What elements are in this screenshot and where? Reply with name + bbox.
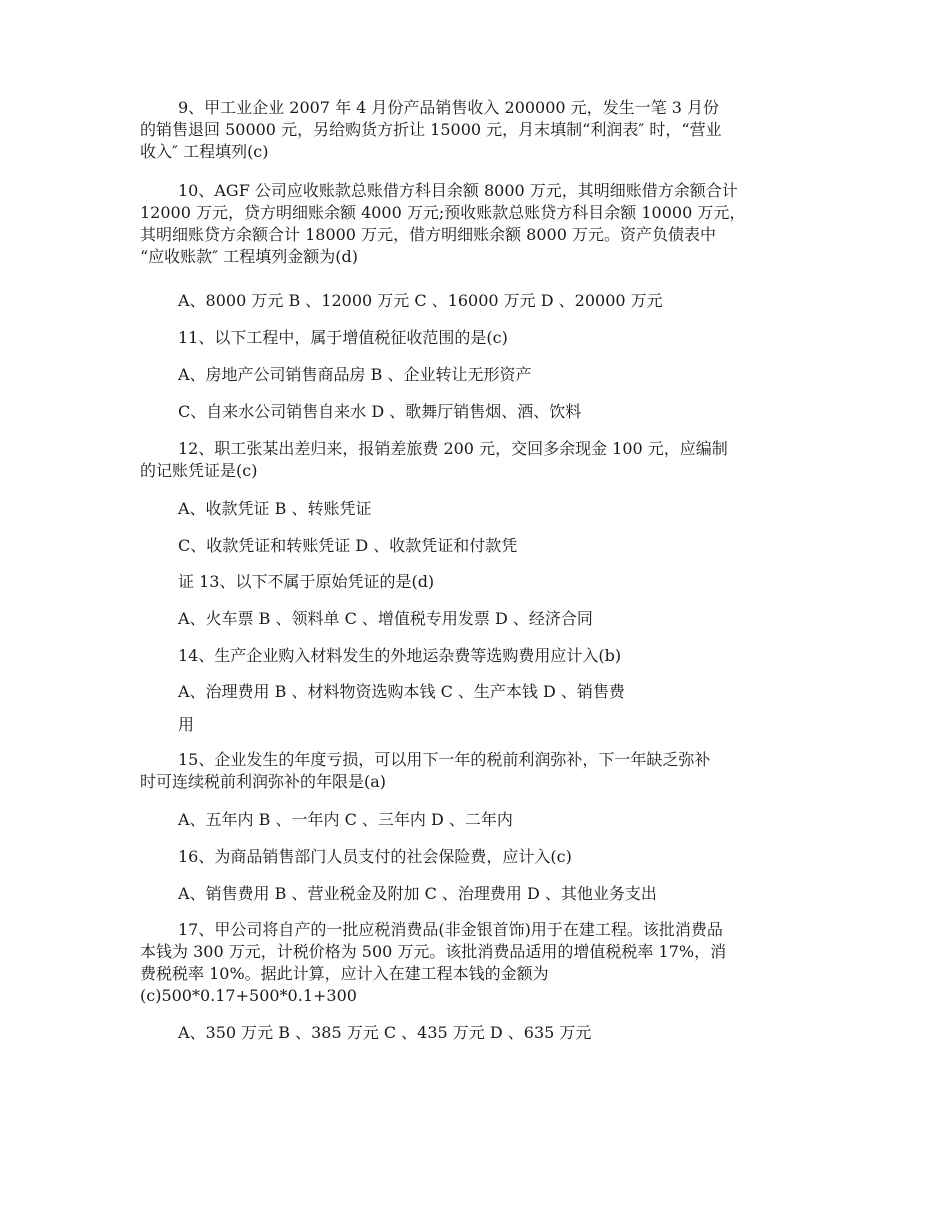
text-line: C、收款凭证和转账凭证 D 、收款凭证和付款凭 [178, 536, 518, 555]
question-11 [178, 327, 850, 349]
text-line: 费税税率 10%。据此计算，应计入在建工程本钱的金额为 [140, 964, 549, 983]
question-16 [178, 846, 850, 868]
question-12-options-2 [178, 535, 850, 557]
text-line: A、五年内 B 、一年内 C 、三年内 D 、二年内 [178, 810, 513, 829]
question-16-options [178, 883, 850, 905]
text-line: (c)500*0.17+500*0.1+300 [140, 986, 357, 1005]
question-17 [140, 919, 812, 1007]
text-line: 的记账凭证是(c) [140, 461, 258, 480]
text-line: 15、企业发生的年度亏损，可以用下一年的税前利润弥补，下一年缺乏弥补 [178, 750, 711, 769]
text-line: 10、AGF 公司应收账款总账借方科目余额 8000 万元，其明细账借方余额合计 [178, 181, 738, 200]
text-line: A、收款凭证 B 、转账凭证 [178, 499, 372, 518]
question-10 [140, 180, 812, 268]
text-line: 时可连续税前利润弥补的年限是(a) [140, 772, 387, 791]
text-line: 其明细账贷方余额合计 18000 万元，借方明细账余额 8000 万元。资产负债表中 [140, 225, 716, 244]
text-line: 证 13、以下不属于原始凭证的是(d) [178, 572, 435, 591]
text-line: 9、甲工业企业 2007 年 4 月份产品销售收入 200000 元，发生一笔 3 月份 [178, 98, 720, 117]
question-17-options [178, 1022, 850, 1044]
question-15-options [178, 809, 850, 831]
text-line: 用 [178, 715, 195, 734]
text-line: 17、甲公司将自产的一批应税消费品(非金银首饰)用于在建工程。该批消费品 [178, 920, 723, 939]
text-line: 12、职工张某出差归来，报销差旅费 200 元，交回多余现金 100 元，应编制 [178, 439, 728, 458]
text-line: 的销售退回 50000 元，另给购货方折让 15000 元，月末填制“利润表″ 时，“营业 [140, 120, 722, 139]
question-13 [178, 571, 850, 593]
text-line: A、8000 万元 B 、12000 万元 C 、16000 万元 D 、20000 万元 [178, 291, 663, 310]
question-11-options-2 [178, 401, 850, 423]
text-line: 14、生产企业购入材料发生的外地运杂费等选购费用应计入(b) [178, 646, 622, 665]
text-line: C、自来水公司销售自来水 D 、歌舞厅销售烟、酒、饮料 [178, 402, 582, 421]
question-14 [178, 645, 850, 667]
text-line: A、火车票 B 、领料单 C 、增值税专用发票 D 、经济合同 [178, 609, 593, 628]
question-12 [140, 438, 812, 482]
text-line: A、销售费用 B 、营业税金及附加 C 、治理费用 D 、其他业务支出 [178, 884, 657, 903]
text-line: 11、以下工程中，属于增值税征收范围的是(c) [178, 328, 508, 347]
question-15 [140, 749, 812, 793]
question-12-options-1 [178, 498, 850, 520]
question-11-options-1 [178, 364, 850, 386]
question-9 [140, 97, 812, 163]
text-line: 本钱为 300 万元，计税价格为 500 万元。该批消费品适用的增值税税率 17%，消 [140, 942, 727, 961]
question-14-options-1 [178, 681, 850, 703]
text-line: 收入″ 工程填列(c) [140, 142, 269, 161]
text-line: A、治理费用 B 、材料物资选购本钱 C 、生产本钱 D 、销售费 [178, 682, 625, 701]
text-line: 16、为商品销售部门人员支付的社会保险费，应计入(c) [178, 847, 572, 866]
text-line: A、房地产公司销售商品房 B 、企业转让无形资产 [178, 365, 532, 384]
text-line: A、350 万元 B 、385 万元 C 、435 万元 D 、635 万元 [178, 1023, 592, 1042]
question-14-options-2 [178, 714, 850, 736]
text-line: 12000 万元，贷方明细账余额 4000 万元;预收账款总账贷方科目余额 10000 万元， [140, 203, 746, 222]
text-line: “应收账款″ 工程填列金额为(d) [140, 247, 358, 266]
question-10-options [178, 290, 850, 312]
question-13-options [178, 608, 850, 630]
